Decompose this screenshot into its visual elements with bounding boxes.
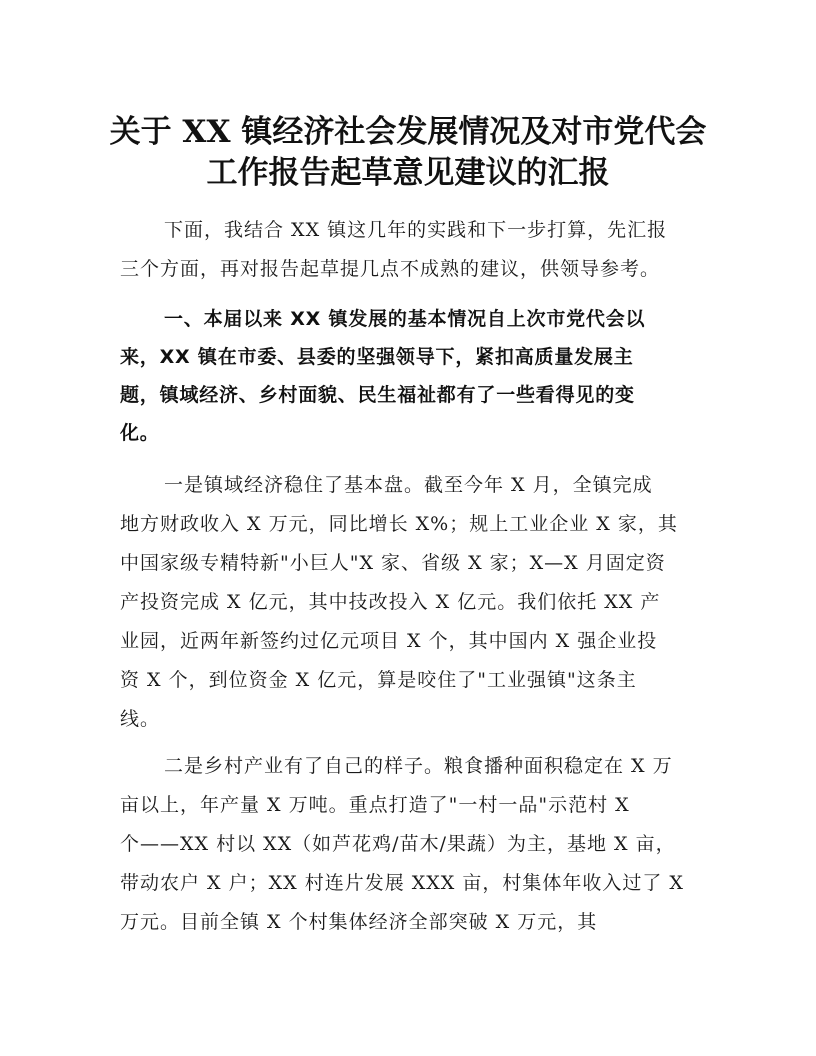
- heading-line: 化。: [120, 422, 160, 444]
- section-heading-1: [120, 300, 645, 452]
- text-line: 亩以上，年产量 X 万吨。重点打造了"一村一品"示范村 X: [120, 794, 630, 816]
- text-line: 业园，近两年新签约过亿元项目 X 个，其中国内 X 强企业投: [120, 630, 658, 652]
- document-title: [100, 112, 716, 194]
- text-line: 万元。目前全镇 X 个村集体经济全部突破 X 万元，其: [120, 911, 598, 933]
- text-line: 资 X 个，到位资金 X 亿元，算是咬住了"工业强镇"这条主: [120, 669, 637, 691]
- text-line: 下面，我结合 XX 镇这几年的实践和下一步打算，先汇报: [164, 219, 668, 241]
- title-line: 工作报告起草意见建议的汇报: [206, 155, 610, 191]
- paragraph-rural-industry: [120, 747, 684, 942]
- heading-line: 来，XX 镇在市委、县委的坚强领导下，紧扣高质量发展主: [120, 346, 634, 368]
- text-line: 个——XX 村以 XX（如芦花鸡/苗木/果蔬）为主，基地 X 亩，: [120, 833, 676, 855]
- text-line: 中国家级专精特新"小巨人"X 家、省级 X 家；X—X 月固定资: [120, 552, 666, 574]
- intro-paragraph: [120, 211, 667, 289]
- text-line: 带动农户 X 户；XX 村连片发展 XXX 亩，村集体年收入过了 X: [120, 872, 684, 894]
- text-line: 一是镇域经济稳住了基本盘。截至今年 X 月，全镇完成: [164, 474, 653, 496]
- heading-line: 题，镇域经济、乡村面貌、民生福祉都有了一些看得见的变: [120, 384, 635, 406]
- title-line: 关于 XX 镇经济社会发展情况及对市党代会: [109, 114, 707, 150]
- text-line: 三个方面，再对报告起草提几点不成熟的建议，供领导参考。: [120, 258, 661, 280]
- heading-line: 一、本届以来 XX 镇发展的基本情况自上次市党代会以: [164, 308, 646, 330]
- text-line: 二是乡村产业有了自己的样子。粮食播种面积稳定在 X 万: [164, 755, 673, 777]
- text-line: 线。: [120, 708, 161, 730]
- text-line: 产投资完成 X 亿元，其中技改投入 X 亿元。我们依托 XX 产: [120, 591, 661, 613]
- text-line: 地方财政收入 X 万元，同比增长 X%；规上工业企业 X 家，其: [120, 513, 678, 535]
- paragraph-economy: [120, 466, 678, 739]
